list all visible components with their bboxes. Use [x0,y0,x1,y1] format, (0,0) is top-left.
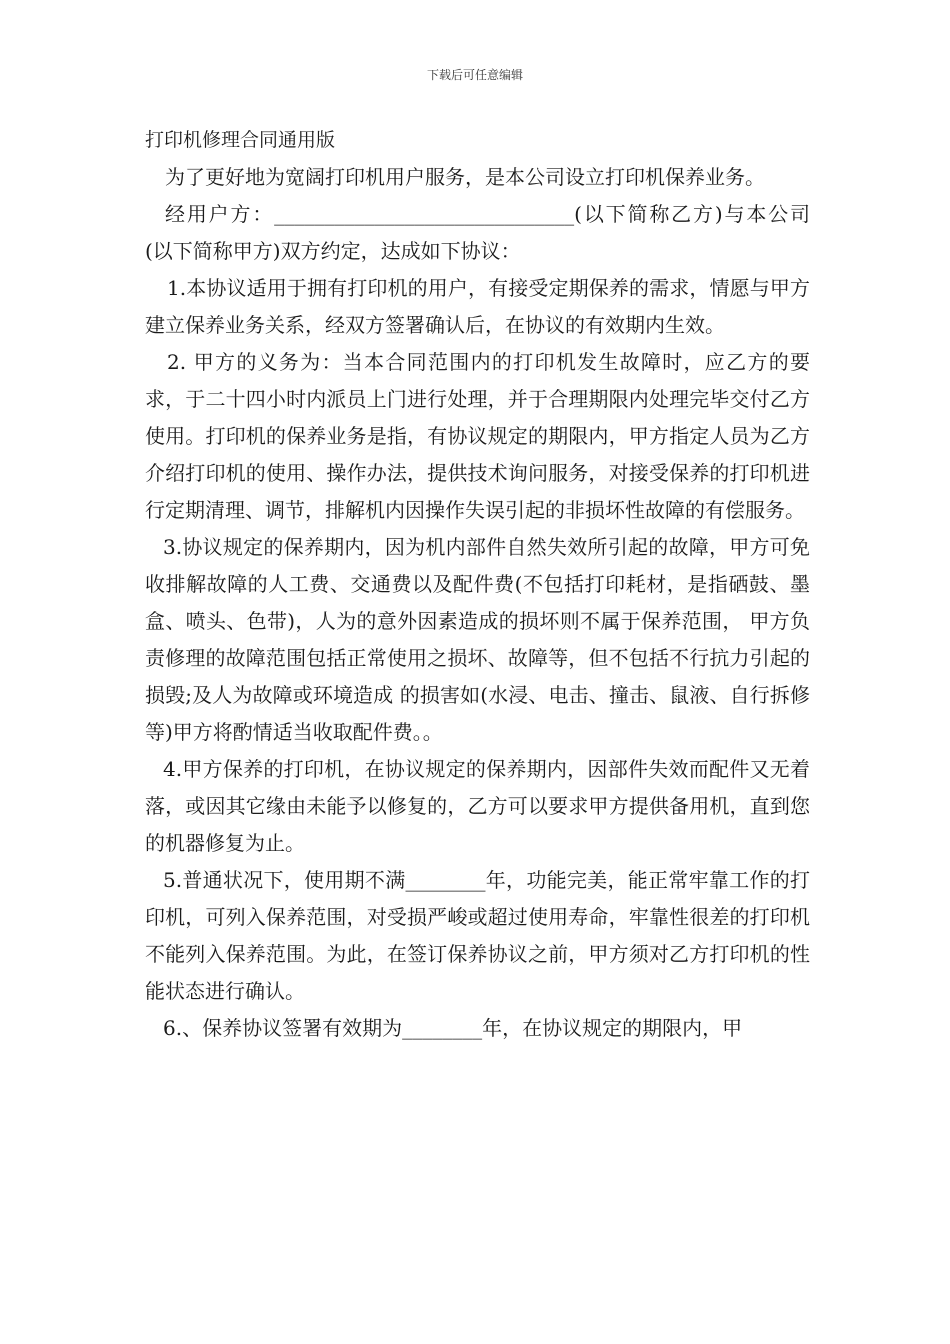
paragraph-clause-2: 2. 甲方的义务为：当本合同范围内的打印机发生故障时，应乙方的要求，于二十四小时内派员上门进行处理，并于合理期限内处理完毕交付乙方使用。打印机的保养业务是指，有协议规定的期限内，甲方指定人员为乙方介绍打印机的使用、操作办法，提供技术询问服务，对接受保养的打印机进行定期清理、调节，排解机内因操作失误引起的非损坏性故障的有偿服务。 [145,350,810,522]
document-body [145,122,810,1047]
paragraph-clause-3: 3.协议规定的保养期内，因为机内部件自然失效所引起的故障，甲方可免收排解故障的人工费、交通费以及配件费(不包括打印耗材，是指硒鼓、墨盒、喷头、色带)，人为的意外因素造成的损坏则不属于保养范围， 甲方负责修理的故障范围包括正常使用之损坏、故障等，但不包括不行抗力引起的损毁;及人为故障或环境造成 的损害如(水浸、电击、撞击、鼠液、自行拆修等)甲方将酌情适当收取配件费。。 [145,535,810,744]
paragraph-clause-5: 5.普通状况下，使用期不满________年，功能完美，能正常牢靠工作的打印机，可列入保养范围，对受损严峻或超过使用寿命，牢靠性很差的打印机不能列入保养范围。为此，在签订保养协议之前，甲方须对乙方打印机的性能状态进行确认。 [145,868,810,1003]
paragraph-clause-6: 6.、保养协议签署有效期为________年，在协议规定的期限内，甲 [163,1016,743,1040]
paragraph-parties: 经用户方：______________________________(以下简称乙方)与本公司 (以下简称甲方)双方约定，达成如下协议： [145,202,810,263]
paragraph-clause-1: 1.本协议适用于拥有打印机的用户，有接受定期保养的需求，情愿与甲方建立保养业务关系，经双方签署确认后，在协议的有效期内生效。 [145,276,810,337]
paragraph-clause-4: 4.甲方保养的打印机，在协议规定的保养期内，因部件失效而配件又无着落，或因其它缘由未能予以修复的，乙方可以要求甲方提供备用机，直到您的机器修复为止。 [145,757,810,855]
document-title: 打印机修理合同通用版 [145,129,336,151]
paragraph-intro: 为了更好地为宽阔打印机用户服务，是本公司设立打印机保养业务。 [165,165,765,189]
page-header-note: 下载后可任意编辑 [426,68,523,82]
